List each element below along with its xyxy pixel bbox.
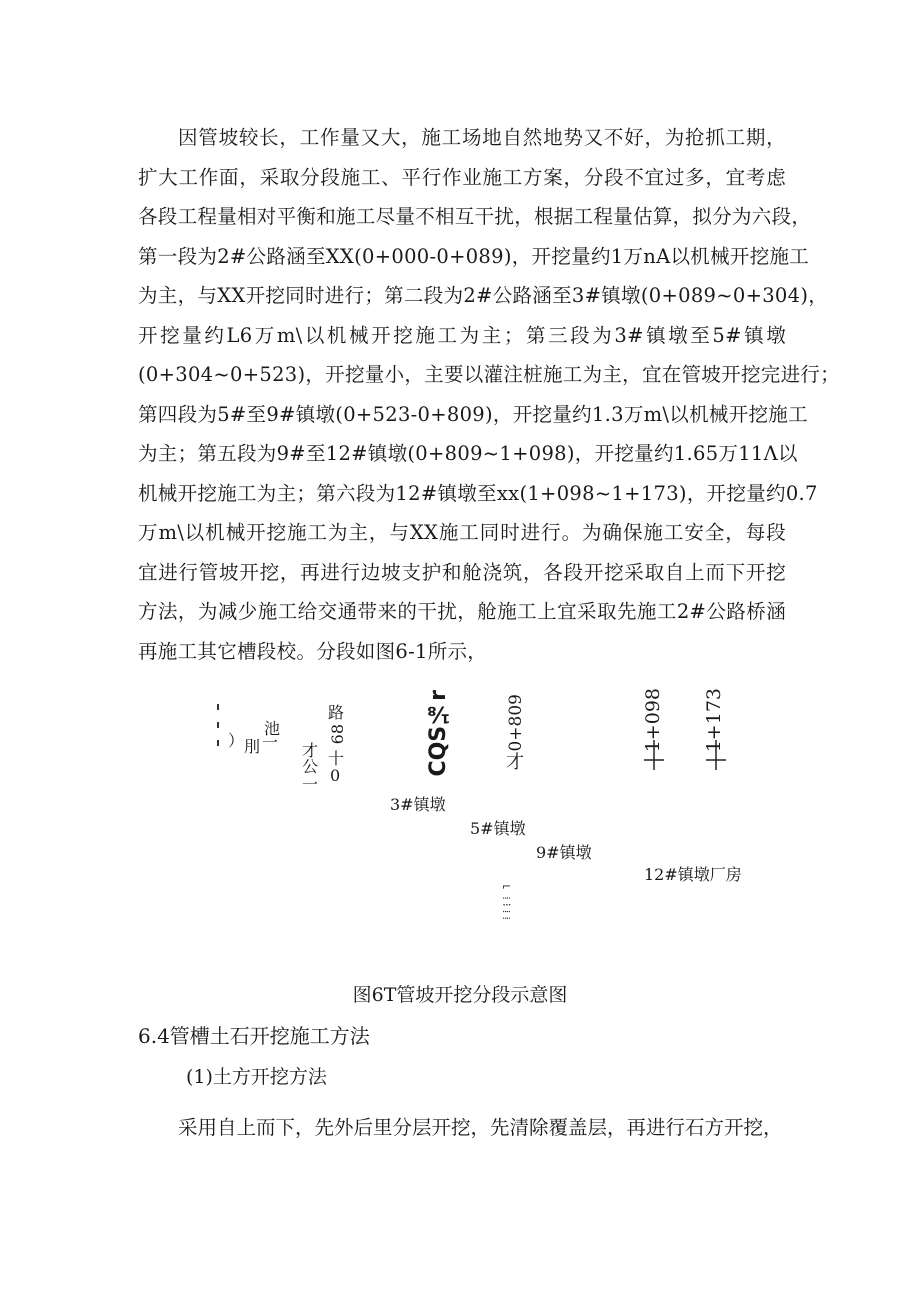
diagram-fragment: ⌐ ⁞ ⁝ ⁞ ⁞	[500, 880, 513, 920]
diagram-station-label: 1+173	[703, 688, 725, 753]
diagram-fragment: 刖	[244, 737, 261, 756]
paragraph-line: (0+304~0+523)，开挖量小，主要以灌注桩施工为主，宜在管坡开挖完进行；	[138, 363, 840, 386]
paragraph-line: 宜进行管坡开挖，再进行边坡支护和舱浇筑，各段开挖采取自上而下开挖	[138, 560, 786, 584]
diagram-fragment: 才	[302, 741, 319, 760]
paragraph-line: 方法，为减少施工给交通带来的干扰，舱施工上宜采取先施工2#公路桥涵	[138, 600, 786, 623]
segment-diagram	[0, 680, 920, 980]
main-paragraph	[138, 118, 840, 671]
diagram-fragment: 68	[328, 724, 347, 745]
diagram-fragment: 十	[328, 749, 345, 768]
diagram-fragment: 路	[328, 703, 345, 722]
diagram-fragment: 一	[302, 775, 319, 794]
body-paragraph: 采用自上而下，先外后里分层开挖，先清除覆盖层，再进行石方开挖，	[178, 1116, 783, 1139]
paragraph-line: 再施工其它槽段校。分段如图6-1所示，	[138, 639, 488, 663]
diagram-fragment: 公	[302, 757, 319, 776]
diagram-fragment: 池	[264, 719, 281, 738]
paragraph-line: 第四段为5#至9#镇墩(0+523-0+809)，开挖量约1.3万m\以机械开挖施工	[138, 402, 808, 426]
diagram-fragment: 一	[262, 733, 279, 752]
diagram-fragment: 才	[506, 752, 524, 773]
paragraph-line: 为主；第五段为9#至12#镇墩(0+809~1+098)，开挖量约1.65万11Λ以	[138, 442, 798, 465]
paragraph-line: 扩大工作面，采取分段施工、平行作业施工方案，分段不宜过多，宜考虑	[138, 165, 786, 189]
diagram-station-label: 1+098	[642, 688, 664, 753]
diagram-station-label: 0+809	[506, 694, 526, 752]
station-markers	[640, 740, 730, 772]
paragraph-line: 各段工程量相对平衡和施工尽量不相互干扰，根据工程量估算，拟分为六段，	[138, 205, 812, 228]
pier-label-12: 12#镇墩厂房	[644, 865, 742, 884]
paragraph-line: 第一段为2#公路涵至XX(0+000-0+089)，开挖量约1万nA以机械开挖施工	[138, 244, 810, 268]
figure-caption: 图6T管坡开挖分段示意图	[352, 984, 568, 1006]
section-heading: 6.4管槽土石开挖施工方法	[138, 1024, 370, 1048]
diagram-fragment: ）	[228, 731, 245, 750]
diagram-station-label: CQS⅛r	[426, 690, 451, 777]
paragraph-line: 万m\以机械开挖施工为主，与XX施工同时进行。为确保施工安全，每段	[138, 521, 786, 544]
paragraph-line: 为主，与XX开挖同时进行；第二段为2#公路涵至3#镇墩(0+089~0+304)，	[138, 284, 829, 307]
pier-label-9: 9#镇墩	[536, 843, 592, 862]
paragraph-line: 因管坡较长，工作量又大，施工场地自然地势又不好，为抢抓工期，	[178, 126, 786, 149]
paragraph-line: 开挖量约L6万m\以机械开挖施工为主；第三段为3#镇墩至5#镇墩	[138, 323, 786, 347]
pier-label-5: 5#镇墩	[470, 819, 526, 838]
diagram-fragment: 0	[330, 766, 341, 785]
left-ticks	[212, 702, 224, 752]
subsection-heading: (1)土方开挖方法	[186, 1066, 327, 1088]
pier-label-3: 3#镇墩	[390, 795, 446, 814]
paragraph-line: 机械开挖施工为主；第六段为12#镇墩至xx(1+098~1+173)，开挖量约0.7	[138, 481, 818, 505]
